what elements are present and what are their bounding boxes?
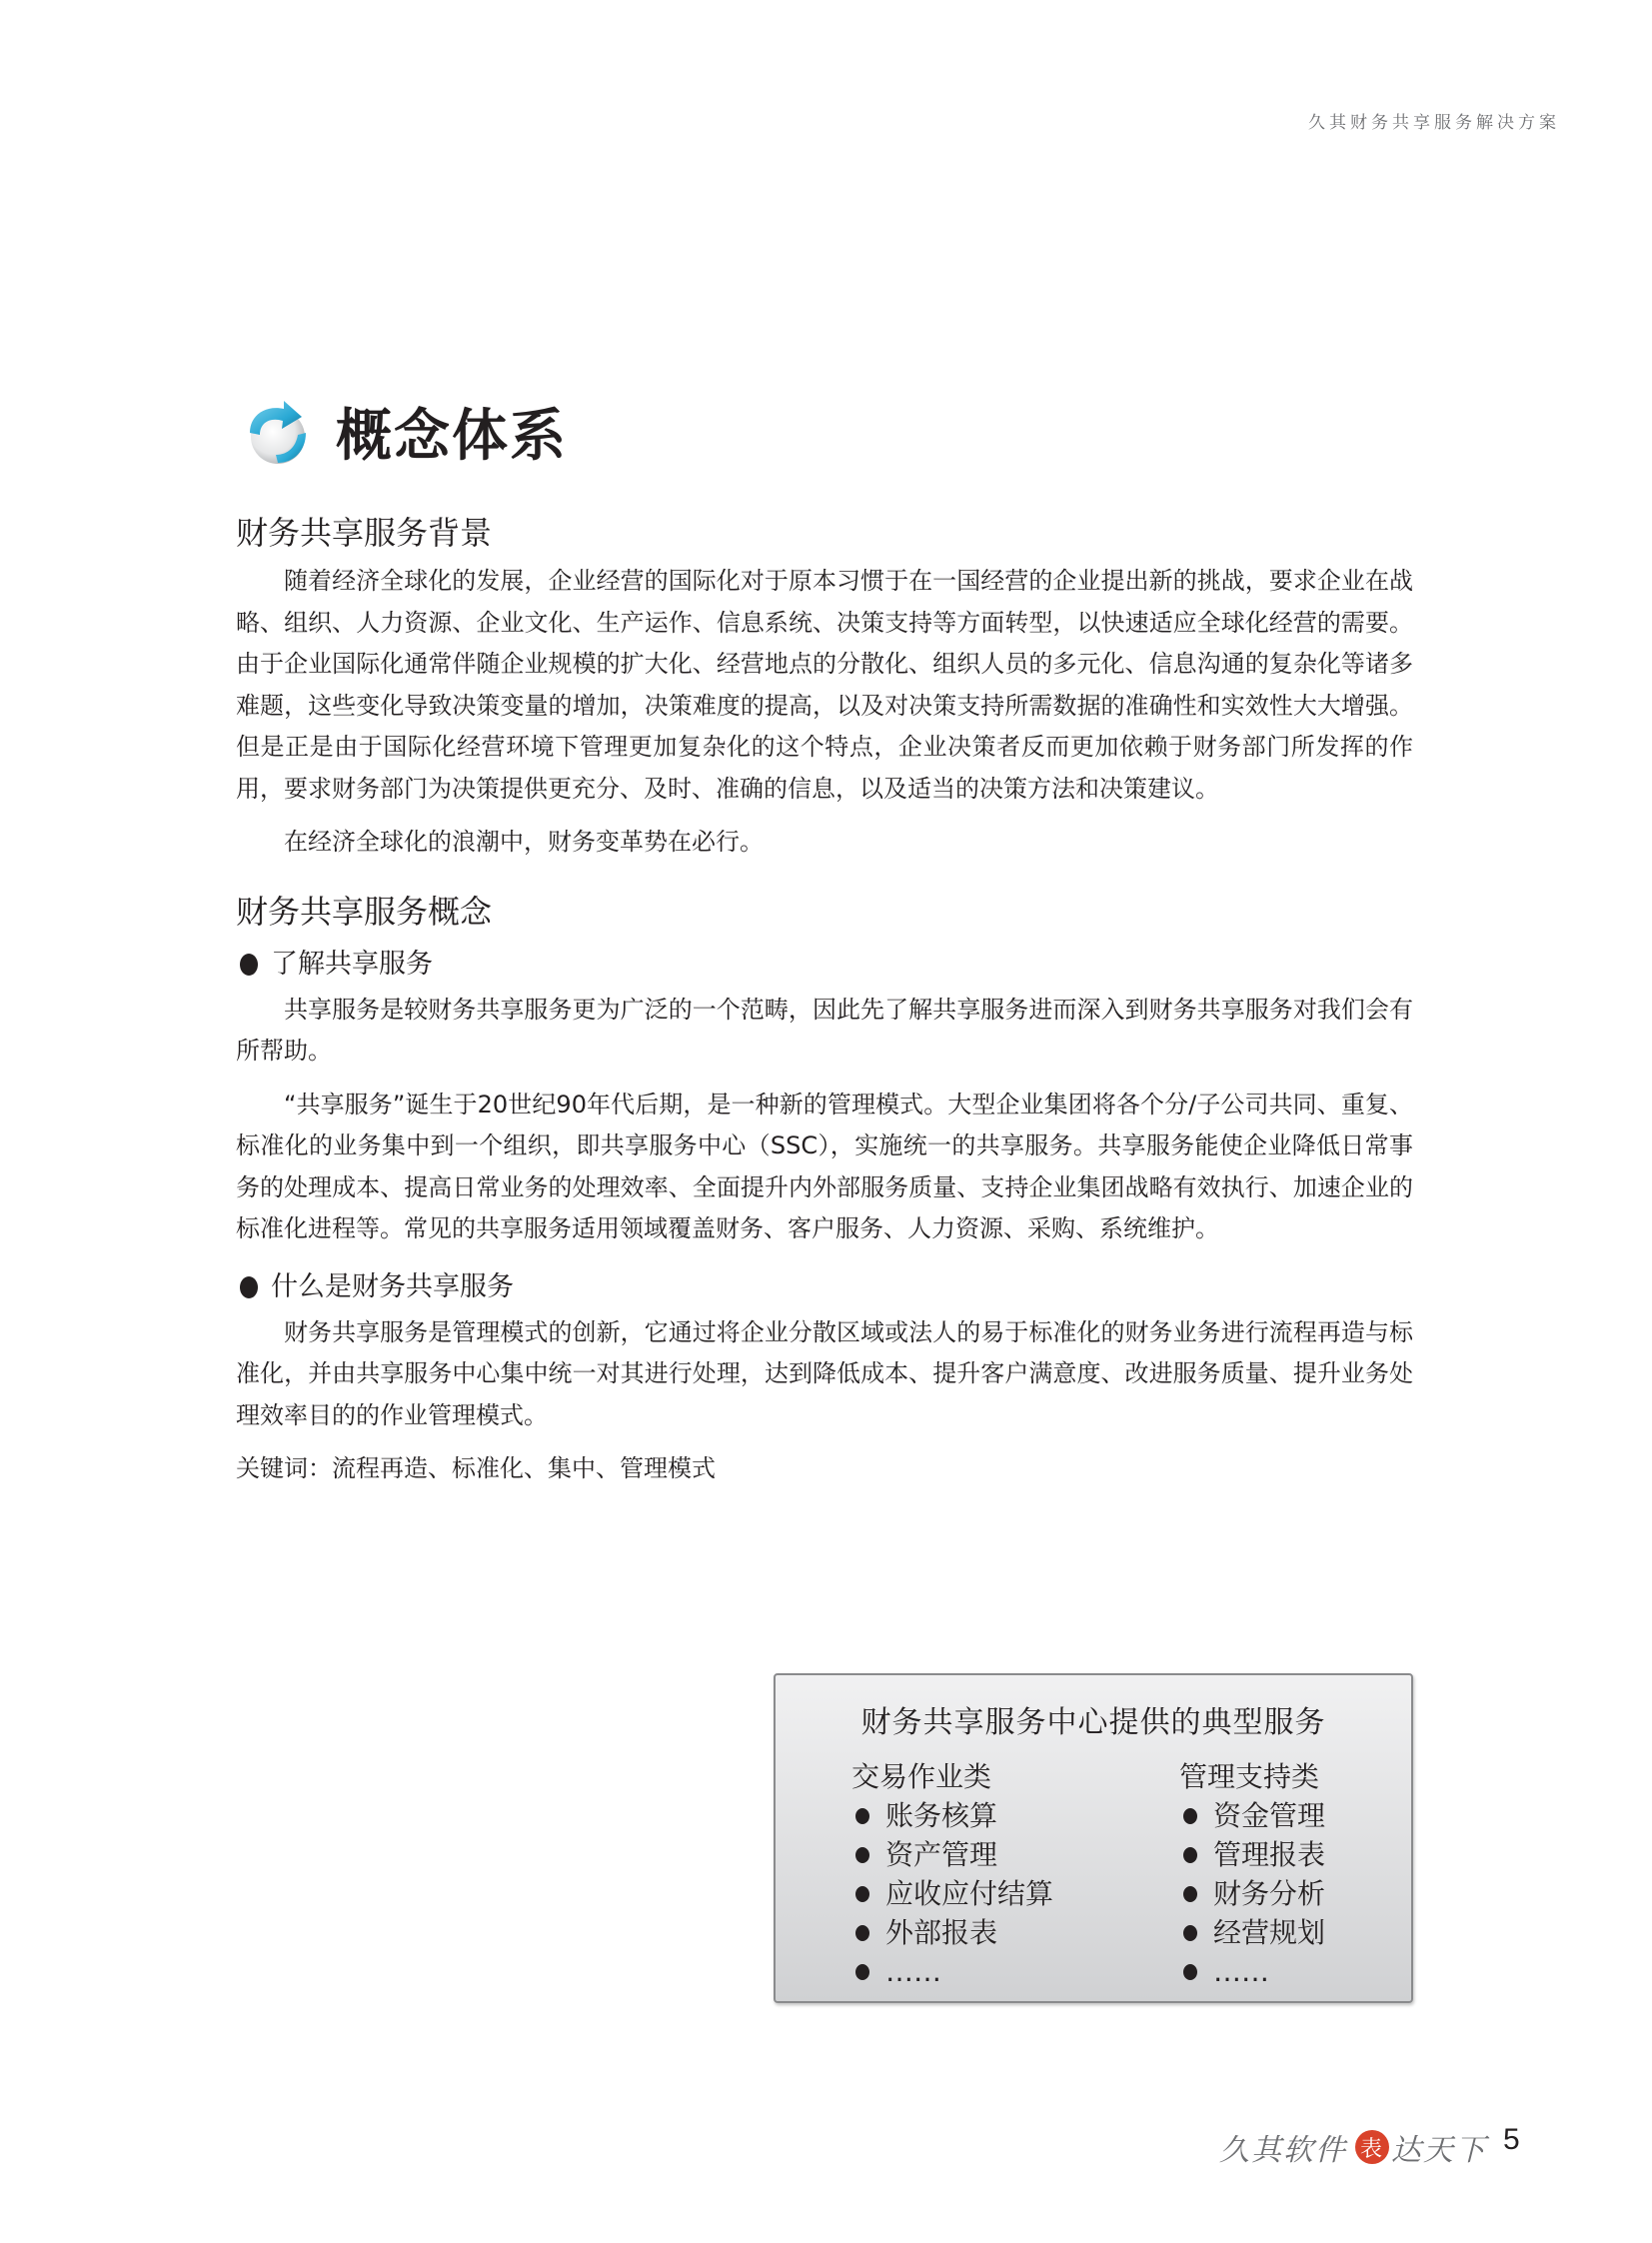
list-item: …… [851,1952,1053,1991]
section-heading: 概念体系 [336,404,568,469]
list-item: 管理报表 [1179,1835,1325,1874]
bullet-icon [240,954,258,976]
box-title: 财务共享服务中心提供的典型服务 [860,1705,1326,1740]
concept-paragraph: 财务共享服务是管理模式的创新，它通过将企业分散区域或法人的易于标准化的财务业务进行流程再造与标准化，并由共享服务中心集中统一对其进行处理，达到降低成本、提升客户满意度、改进服务质量、提升业务处理效率目的的作业管理模式。 [236,1317,1413,1429]
bullet-icon [240,1276,258,1298]
list-item: 资产管理 [851,1835,1053,1874]
list-item: 应收应付结算 [851,1874,1053,1913]
concept-heading: 财务共享服务概念 [236,892,493,931]
footer-brand-logo: 久其软件 表 达天下 [1219,2125,1487,2169]
list-item: 财务分析 [1179,1874,1325,1913]
bullet-icon [855,1886,869,1902]
list-item: …… [1179,1952,1325,1991]
list-item: 外部报表 [851,1913,1053,1952]
running-header: 久其财务共享服务解决方案 [1308,113,1560,133]
bullet-icon [1183,1808,1197,1824]
sphere-arrow-icon [240,395,314,469]
bullet-icon [855,1847,869,1863]
typical-services-box [774,1673,1413,2003]
subsection-title: 了解共享服务 [236,940,1413,990]
keywords: 关键词：流程再造、标准化、集中、管理模式 [236,1454,716,1482]
subsection-title: 什么是财务共享服务 [236,1262,1413,1312]
bullet-icon [1183,1886,1197,1902]
column-transaction: 交易作业类 账务核算 资产管理 应收应付结算 外部报表 …… [851,1757,1053,1991]
concept-paragraph: 共享服务是较财务共享服务更为广泛的一个范畴，因此先了解共享服务进而深入到财务共享服务对我们会有所帮助。 [236,995,1413,1065]
background-paragraph: 随着经济全球化的发展，企业经营的国际化对于原本习惯于在一国经营的企业提出新的挑战，要求企业在战略、组织、人力资源、企业文化、生产运作、信息系统、决策支持等方面转型，以快速适应全球化经营的需要。由于企业国际化通常伴随企业规模的扩大化、经营地点的分散化、组织人员的多元化、信息沟通的复杂化等诸多难题，这些变化导致决策变量的增加，决策难度的提高，以及对决策支持所需数据的准确性和实效性大大增强。但是正是由于国际化经营环境下管理更加复杂化的这个特点，企业决策者反而更加依赖于财务部门所发挥的作用，要求财务部门为决策提供更充分、及时、准确的信息，以及适当的决策方法和决策建议。 [236,567,1413,803]
bullet-icon [1183,1964,1197,1980]
bullet-icon [1183,1925,1197,1941]
main-content [236,505,1413,1490]
bullet-icon [855,1964,869,1980]
section-title [240,392,568,472]
concept-paragraph: “共享服务”诞生于20世纪90年代后期，是一种新的管理模式。大型企业集团将各个分/子公司共同、重复、标准化的业务集中到一个组织，即共享服务中心（SSC），实施统一的共享服务。共享服务能使企业降低日常事务的处理成本、提高日常业务的处理效率、全面提升内外部服务质量、支持企业集团战略有效执行、加速企业的标准化进程等。常见的共享服务适用领域覆盖财务、客户服务、人力资源、采购、系统维护。 [236,1090,1413,1242]
page-number: 5 [1503,2123,1520,2156]
bullet-icon [855,1808,869,1824]
bullet-icon [1183,1847,1197,1863]
red-seal-icon: 表 [1355,2130,1389,2164]
bullet-icon [855,1925,869,1941]
list-item: 账务核算 [851,1796,1053,1835]
background-heading: 财务共享服务背景 [236,514,493,552]
background-paragraph: 在经济全球化的浪潮中，财务变革势在必行。 [284,828,764,856]
column-management: 管理支持类 资金管理 管理报表 财务分析 经营规划 …… [1179,1757,1325,1991]
list-item: 资金管理 [1179,1796,1325,1835]
list-item: 经营规划 [1179,1913,1325,1952]
